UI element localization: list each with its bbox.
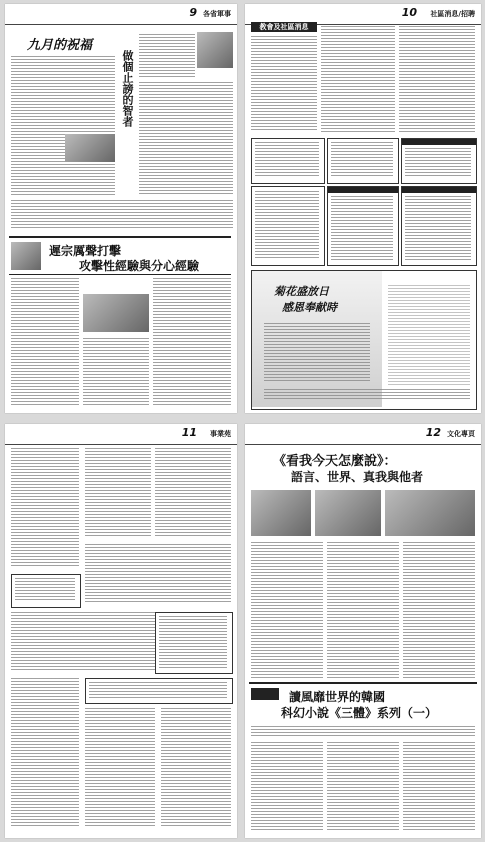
article-photo <box>83 294 149 332</box>
page-number: 9 <box>189 6 197 19</box>
event-flyer <box>251 270 477 410</box>
feature-title-line1: 《看我今天怎麼說》： <box>273 454 397 469</box>
column-text-block <box>139 34 195 78</box>
advert-box <box>251 186 325 266</box>
banner-image <box>11 242 41 270</box>
page-10 <box>245 4 481 413</box>
column-text-block <box>155 448 231 538</box>
section-title: 各省軍事 <box>203 10 231 18</box>
page-header <box>5 424 237 445</box>
advert-box <box>327 138 399 184</box>
article-text-block <box>403 542 475 678</box>
banner-title-line1: 遲宗厲聲打擊 <box>49 244 122 258</box>
page-11 <box>5 424 237 838</box>
article-text-block <box>403 742 475 830</box>
advert-box <box>401 138 477 184</box>
notice-text-block <box>399 26 475 132</box>
page-9 <box>5 4 237 413</box>
column-text-block <box>85 708 155 828</box>
article-text-block <box>327 542 399 678</box>
column-text-block <box>139 82 233 194</box>
column-text-block <box>161 708 231 828</box>
banner-label-block <box>251 688 279 700</box>
notice-text-block <box>321 26 395 132</box>
notice-text-block <box>251 36 317 132</box>
flyer-title-line1: 菊花盛放日 <box>274 285 329 298</box>
feature-photo <box>385 490 475 536</box>
column-text-block <box>85 448 151 538</box>
advert-box <box>327 186 399 266</box>
column-text-block <box>85 544 231 604</box>
article-text-block <box>11 56 115 196</box>
page-12 <box>245 424 481 838</box>
article-photo <box>65 134 115 162</box>
page-number: 11 <box>181 426 197 439</box>
article-title: 九月的祝福 <box>27 38 93 53</box>
flyer-title-line2: 感恩奉献時 <box>282 301 337 314</box>
column-box <box>155 612 233 674</box>
flyer-form-lines <box>388 285 470 385</box>
page-number: 12 <box>425 426 441 439</box>
article-text-block <box>83 338 149 406</box>
page-header <box>5 4 237 25</box>
section-title: 文化專頁 <box>447 430 475 438</box>
column-box <box>85 678 233 704</box>
article-text-block <box>327 742 399 830</box>
article-text-block <box>251 542 323 678</box>
feature-photo <box>251 490 311 536</box>
bottom-title-line2: 科幻小說《三體》系列（一） <box>281 706 438 720</box>
article-intro-text <box>251 726 475 738</box>
advert-box <box>401 186 477 266</box>
side-column-title: 做個止謗的智者 <box>121 50 134 127</box>
column-photo <box>197 32 233 68</box>
advert-box <box>251 138 325 184</box>
section-box-title: 教會及社區消息 <box>251 22 317 32</box>
article-text-block <box>251 742 323 830</box>
column-text-block <box>11 448 79 566</box>
bottom-feature-banner <box>249 682 477 724</box>
feature-title-line2: 語言、世界、真我與他者 <box>291 470 424 484</box>
column-box <box>11 574 81 608</box>
section-title: 事業苑 <box>210 430 231 438</box>
feature-photo <box>315 490 381 536</box>
flyer-footer-text <box>264 389 470 401</box>
banner-title-line2: 攻擊性經驗與分心經驗 <box>79 259 200 273</box>
bottom-title-line1: 讀風靡世界的韓國 <box>289 690 386 704</box>
page-header <box>245 424 481 445</box>
article-text-block <box>153 278 231 406</box>
flyer-text-block <box>264 323 370 383</box>
section-title: 社區消息/招聘 <box>430 10 475 18</box>
page-number: 10 <box>401 6 417 19</box>
banner-headline <box>9 236 231 275</box>
article-text-block <box>11 200 233 230</box>
column-text-block <box>11 678 79 828</box>
article-text-block <box>11 278 79 406</box>
